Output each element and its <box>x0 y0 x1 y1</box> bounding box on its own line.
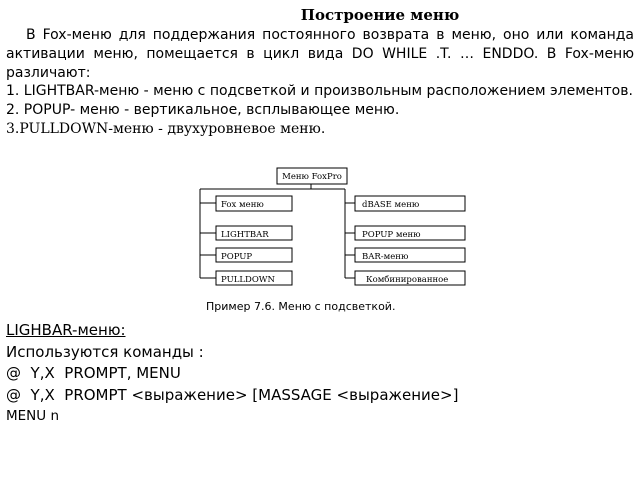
code-line-prompt-menu: @ Y,X PROMPT, MENU <box>6 364 181 382</box>
diagram-box-fox-menu <box>216 196 292 211</box>
diagram-label-fox-menu: Fox меню <box>221 200 264 210</box>
list-item-popup: 2. POPUP- меню - вертикальное, всплывающее меню. <box>6 102 400 119</box>
code-line-menu-n: MENU n <box>6 408 60 424</box>
lightbar-section <box>6 320 634 428</box>
diagram-box-root <box>277 168 347 184</box>
diagram-box-popup-menu <box>355 226 465 240</box>
diagram-label-pulldown: PULLDOWN <box>221 275 275 285</box>
code-line-prompt-message: @ Y,X PROMPT <выражение> [MASSAGE <выражение>] <box>6 385 459 404</box>
diagram-box-pulldown <box>216 271 292 285</box>
page-title: Построение меню <box>300 6 460 24</box>
diagram-root-label: Меню FoxPro <box>282 172 342 182</box>
list-item-lightbar: 1. LIGHTBAR-меню - меню с подсветкой и произвольным расположением элементов. <box>6 83 633 100</box>
diagram-box-popup <box>216 248 292 262</box>
diagram-box-dbase-menu <box>355 196 465 211</box>
diagram-box-bar-menu <box>355 248 465 262</box>
figure-caption: Пример 7.6. Меню с подсветкой. <box>206 300 396 313</box>
intro-paragraph: В Fox-меню для поддержания постоянного возврата в меню, оно или команда активации меню, помещается в цикл вида DO WHILE .T. … ENDDO. В Fox-меню различают: <box>6 27 634 81</box>
diagram-box-lightbar <box>216 226 292 240</box>
diagram-label-lightbar: LIGHTBAR <box>221 230 269 240</box>
list-item-pulldown: 3.PULLDOWN-меню - двухуровневое меню. <box>6 120 326 137</box>
diagram-label-bar-menu: BAR-меню <box>362 252 409 262</box>
diagram-label-popup-menu: POPUP меню <box>362 230 421 240</box>
diagram-box-combined <box>355 271 465 285</box>
diagram-label-popup: POPUP <box>221 252 253 262</box>
diagram-label-combined: Комбинированное <box>366 275 449 285</box>
section-heading: LIGHBAR-меню: <box>6 321 126 339</box>
diagram-label-dbase-menu: dBASE меню <box>362 200 420 210</box>
body-line-commands: Используются команды : <box>6 342 204 361</box>
